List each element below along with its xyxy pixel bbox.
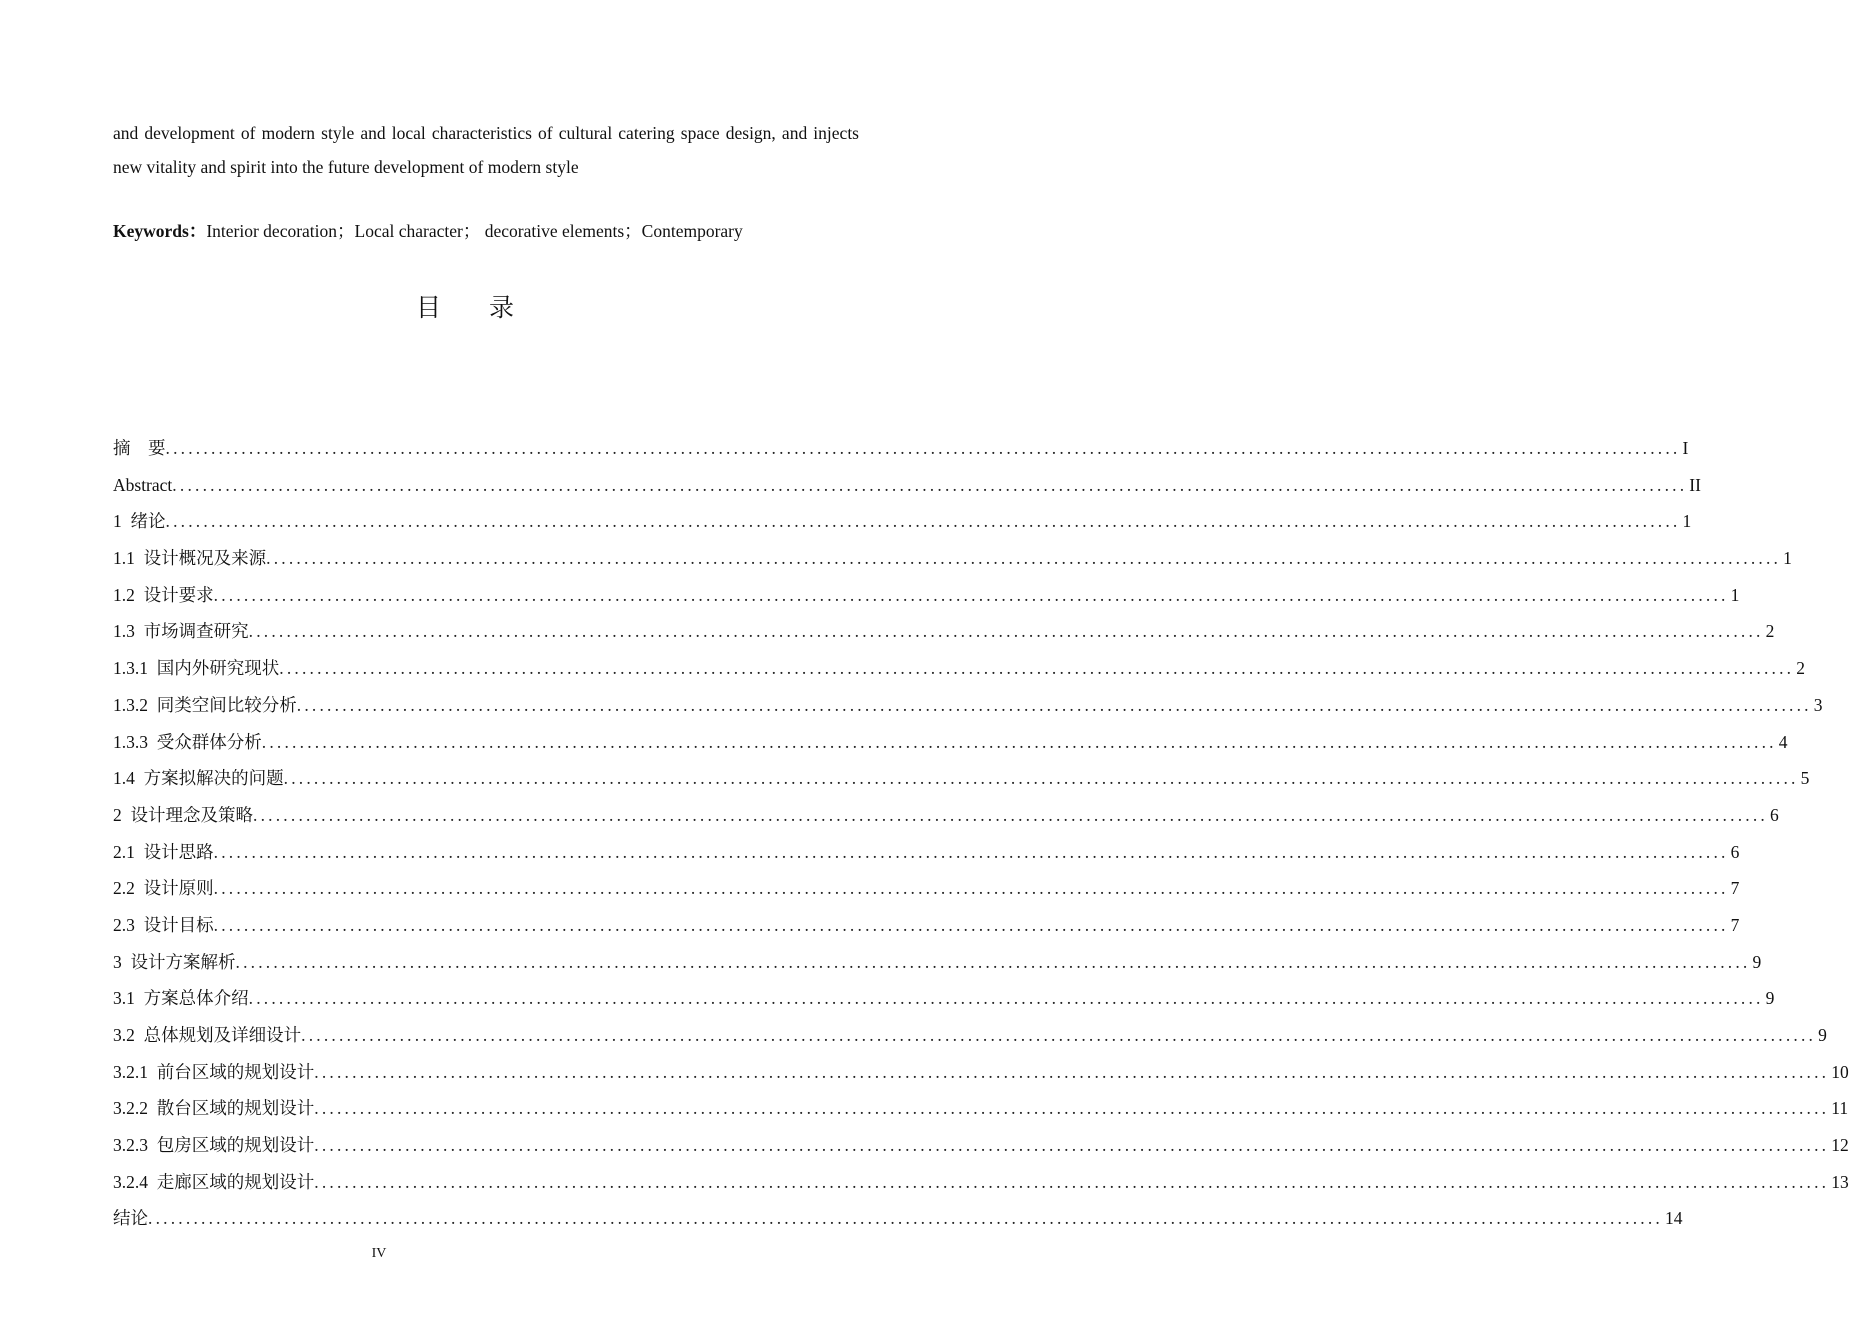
toc-entry-page: 1 [1783,548,1792,569]
toc-entry-page: 13 [1831,1171,1849,1192]
toc-entry[interactable] [113,1017,1827,1054]
toc-entry[interactable] [113,430,1689,467]
toc-leader-dots: ........................................................................................................................................................................................................ [296,694,1812,715]
toc-entry[interactable] [113,1054,1849,1091]
toc-leader-dots: ........................................................................................................................................................................................................ [165,438,1681,458]
toc-entry-page: 6 [1730,841,1740,862]
toc-entry-page: 1 [1682,511,1692,532]
toc-entry[interactable] [113,613,1775,650]
table-of-contents [113,430,1849,1237]
toc-entry-page: 6 [1770,804,1779,825]
keywords-text: Interior decoration；Local character； decorative elements；Contemporary [206,221,743,241]
toc-leader-dots: ........................................................................................................................................................................................................ [314,1061,1830,1082]
toc-entry-page: 14 [1665,1208,1683,1229]
toc-leader-dots: ........................................................................................................................................................................................................ [301,1025,1817,1045]
toc-entry-label: 3.2.1 前台区域的规划设计 [113,1061,315,1082]
toc-entry-label: 1.3.1 国内外研究现状 [113,658,280,679]
page-number: IV [371,1246,387,1261]
toc-leader-dots: ........................................................................................................................................................................................................ [283,768,1799,789]
toc-entry[interactable] [113,870,1740,907]
toc-entry-label: 2.1 设计思路 [113,841,214,862]
toc-entry-page: 7 [1730,914,1740,935]
toc-entry-page: 2 [1796,658,1805,679]
keywords-label: Keywords： [113,221,207,241]
toc-entry[interactable] [113,980,1775,1017]
toc-leader-dots: ........................................................................................................................................................................................................ [213,841,1729,862]
toc-entry[interactable] [113,687,1823,724]
toc-entry-label: 1.3.3 受众群体分析 [113,731,262,752]
toc-entry[interactable] [113,577,1740,614]
toc-entry-page: 7 [1730,878,1740,899]
toc-leader-dots: ........................................................................................................................................................................................................ [235,951,1751,972]
toc-entry-label: 1.4 方案拟解决的问题 [113,768,284,789]
toc-entry[interactable] [113,834,1740,871]
toc-entry-page: 9 [1765,988,1775,1009]
toc-title: 目 录 [416,293,534,322]
toc-entry[interactable] [113,650,1805,687]
toc-leader-dots: ........................................................................................................................................................................................................ [261,731,1777,752]
toc-entry-label: 1 绪论 [113,511,166,532]
toc-leader-dots: ........................................................................................................................................................................................................ [314,1098,1830,1119]
toc-leader-dots: ........................................................................................................................................................................................................ [253,804,1768,825]
toc-entry-page: II [1689,474,1701,495]
keywords-line [113,216,859,246]
toc-entry[interactable] [113,760,1810,797]
toc-entry-label: 3 设计方案解析 [113,951,236,972]
toc-leader-dots: ........................................................................................................................................................................................................ [213,914,1729,935]
toc-entry-label: 结论 [113,1208,148,1229]
toc-entry-label: 2.2 设计原则 [113,878,214,899]
toc-entry-page: 9 [1752,951,1762,972]
toc-entry[interactable] [113,540,1792,577]
toc-entry-page: 4 [1778,731,1788,752]
toc-entry-label: 1.1 设计概况及来源 [113,548,267,569]
toc-entry-label: 3.2 总体规划及详细设计 [113,1025,302,1045]
toc-leader-dots: ........................................................................................................................................................................................................ [314,1171,1830,1192]
toc-entry-label: 3.1 方案总体介绍 [113,988,249,1009]
toc-entry-page: 3 [1813,694,1823,715]
toc-leader-dots: ........................................................................................................................................................................................................ [266,548,1782,569]
toc-leader-dots: ........................................................................................................................................................................................................ [172,474,1688,495]
toc-entry-page: 11 [1831,1098,1849,1119]
toc-entry[interactable] [113,1200,1683,1237]
toc-entry-label: 1.2 设计要求 [113,584,214,605]
toc-entry[interactable] [113,944,1762,981]
toc-leader-dots: ........................................................................................................................................................................................................ [279,658,1795,679]
toc-entry-label: Abstract [113,474,173,495]
toc-entry-label: 1.3.2 同类空间比较分析 [113,694,297,715]
toc-leader-dots: ........................................................................................................................................................................................................ [213,584,1729,605]
abstract-text: and development of modern style and local characteristics of cultural catering space design, and injects new vitality and spirit into the future development of modern style [113,123,859,177]
toc-leader-dots: ........................................................................................................................................................................................................ [148,1208,1663,1229]
toc-entry-page: I [1682,438,1689,458]
toc-entry[interactable] [113,1090,1849,1127]
toc-entry-page: 9 [1818,1025,1827,1045]
toc-leader-dots: ........................................................................................................................................................................................................ [248,621,1764,642]
toc-entry[interactable] [113,724,1788,761]
toc-entry[interactable] [113,907,1740,944]
toc-entry-label: 3.2.4 走廊区域的规划设计 [113,1171,315,1192]
toc-entry-label: 3.2.3 包房区域的规划设计 [113,1135,315,1156]
toc-entry-page: 1 [1730,584,1740,605]
toc-entry[interactable] [113,467,1701,504]
toc-entry-page: 2 [1765,621,1775,642]
toc-entry-page: 5 [1800,768,1810,789]
toc-entry-page: 12 [1831,1135,1849,1156]
toc-entry[interactable] [113,1164,1849,1201]
toc-entry-label: 摘 要 [113,438,166,458]
toc-leader-dots: ........................................................................................................................................................................................................ [165,511,1681,532]
toc-leader-dots: ........................................................................................................................................................................................................ [314,1135,1830,1156]
toc-entry[interactable] [113,503,1692,540]
toc-entry-label: 2.3 设计目标 [113,914,214,935]
toc-entry-label: 1.3 市场调查研究 [113,621,249,642]
toc-entry-label: 2 设计理念及策略 [113,804,253,825]
toc-entry-page: 10 [1831,1061,1849,1082]
toc-entry[interactable] [113,1127,1849,1164]
toc-leader-dots: ........................................................................................................................................................................................................ [248,988,1764,1009]
toc-entry[interactable] [113,797,1779,834]
toc-leader-dots: ........................................................................................................................................................................................................ [213,878,1729,899]
toc-entry-label: 3.2.2 散台区域的规划设计 [113,1098,315,1119]
